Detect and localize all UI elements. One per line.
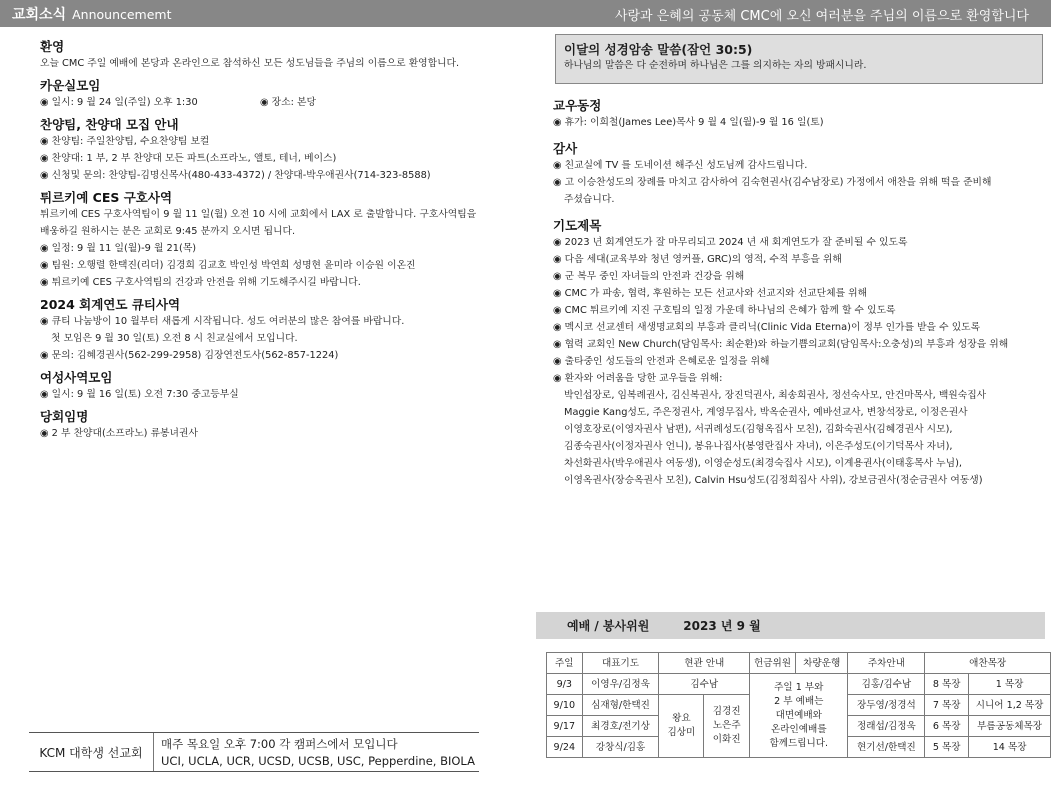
thanks-line: ◉ 친교실에 TV 를 도네이션 해주신 성도님께 감사드립니다.	[553, 160, 808, 171]
turkey-line: ◉ 일정: 9 월 11 일(월)-9 월 21(목)	[40, 243, 197, 254]
table-header-cell: 주일	[547, 653, 583, 674]
turkey-line: 튀르키예 CES 구호사역팀이 9 월 11 일(월) 오전 10 시에 교회에서 LAX 로 출발합니다. 구호사역팀을	[40, 209, 477, 220]
thanks-line: 주셨습니다.	[564, 194, 615, 205]
table-header-cell: 주차안내	[848, 653, 925, 674]
table-cell: 6 목장	[925, 716, 969, 737]
notice-line: 2 부 예배는	[774, 695, 824, 707]
welcome-text: 오늘 CMC 주일 예배에 본당과 온라인으로 참석하신 모든 성도님들을 주님의 이름으로 환영합니다.	[40, 58, 460, 69]
prayer-names: 이영호장로(이영자권사 남편), 서귀례성도(김형옥집사 모친), 김화숙권사(김혜경권사 시모),	[564, 424, 953, 435]
table-cell: 9/10	[547, 695, 583, 716]
notice-line: 주일 1 부와	[774, 681, 824, 693]
kcm-label: KCM 대학생 선교회	[29, 733, 154, 771]
table-cell: 14 목장	[969, 737, 1051, 758]
prayer-title: 기도제목	[553, 218, 602, 233]
turkey-line: ◉ 튀르키예 CES 구호사역팀의 건강과 안전을 위해 기도해주시길 바랍니다.	[40, 277, 361, 288]
table-cell: 심재형/한택진	[582, 695, 659, 716]
table-header-cell: 현관 안내	[659, 653, 750, 674]
table-cell: 정래섭/김정욱	[848, 716, 925, 737]
prayer-names: 박인섭장로, 임복례권사, 김신복권사, 장진덕권사, 최송희권사, 정선숙사모, 안건마목사, 백원숙집사	[564, 390, 987, 401]
kairos-row	[40, 94, 510, 111]
choir-title: 찬양팀, 찬양대 모집 안내	[40, 117, 179, 132]
table-header-cell: 차량운행	[795, 653, 848, 674]
usher-name: 김경진	[712, 706, 741, 717]
header-bar	[0, 0, 1051, 27]
schedule-header	[536, 612, 1045, 639]
prayer-item: ◉ 환자와 어려움을 당한 교우들을 위해:	[553, 373, 723, 384]
prayer-item: ◉ 멕시코 선교센터 새생명교회의 부흥과 클리닉(Clinic Vida Eterna)이 정부 인가를 받을 수 있도록	[553, 322, 981, 333]
schedule-title: 예배 / 봉사위원	[567, 619, 650, 633]
table-cell: 시니어 1,2 목장	[969, 695, 1051, 716]
table-header-row	[547, 653, 1051, 674]
table-cell: 장두영/정경석	[848, 695, 925, 716]
notice-line: 온라인예배를	[770, 723, 827, 735]
table-cell: 5 목장	[925, 737, 969, 758]
header-title	[12, 4, 172, 24]
choir-line: ◉ 신청및 문의: 찬양팀-김명신목사(480-433-4372) / 찬양대-박우애권사(714-323-8588)	[40, 170, 431, 181]
prayer-item: ◉ CMC 가 파송, 협력, 후원하는 모든 선교사와 선교지와 선교단체를 위해	[553, 288, 868, 299]
usher-name: 이화진	[712, 734, 741, 745]
kcm-box	[29, 732, 479, 772]
thanks-title: 감사	[553, 141, 578, 156]
kcm-campuses: UCI, UCLA, UCR, UCSD, UCSB, USC, Pepperdine, BIOLA	[161, 754, 475, 768]
header-tagline: 사랑과 은혜의 공동체 CMC에 오신 여러분을 주님의 이름으로 환영합니다	[614, 9, 1029, 24]
usher-name: 왕요	[672, 713, 691, 724]
kairos-place: ◉ 장소: 본당	[260, 97, 316, 108]
verse-title: 이달의 성경암송 말씀(잠언 30:5)	[564, 42, 753, 57]
appoint-title: 당회임명	[40, 409, 89, 424]
schedule-table	[546, 652, 1051, 758]
prayer-names: 김종숙권사(이정자권사 언니), 봉유나집사(봉영란집사 자녀), 이은주성도(이기덕목사 자녀),	[564, 441, 953, 452]
table-cell: 8 목장	[925, 674, 969, 695]
prayer-names: Maggie Kang성도, 주은정권사, 계영무집사, 박옥순권사, 예바선교사, 변창석장로, 이정은권사	[564, 407, 968, 418]
usher-cell-b	[704, 695, 750, 758]
table-cell: 9/17	[547, 716, 583, 737]
table-cell: 9/24	[547, 737, 583, 758]
header-title-ko: 교회소식	[12, 7, 67, 23]
table-cell: 이영우/김정욱	[582, 674, 659, 695]
prayer-item: ◉ 2023 년 회계연도가 잘 마무리되고 2024 년 새 회계연도가 잘 준비될 수 있도록	[553, 237, 908, 248]
prayer-item: ◉ 군 복무 중인 자녀들의 안전과 건강을 위해	[553, 271, 745, 282]
notice-line: 대면예배와	[775, 709, 822, 721]
table-cell: 9/3	[547, 674, 583, 695]
table-cell: 부름공동체목장	[969, 716, 1051, 737]
table-cell: 현기선/한택진	[848, 737, 925, 758]
usher-name: 김상미	[667, 727, 696, 738]
kairos-title: 카운실모임	[40, 78, 101, 93]
women-title: 여성사역모임	[40, 370, 113, 385]
prayer-names: 차선화권사(박우애권사 여동생), 이영순성도(최경숙집사 시모), 이계용권사(이태홍목사 누님),	[564, 458, 963, 469]
table-header-cell: 대표기도	[582, 653, 659, 674]
prayer-names: 이영옥권사(장승옥권사 모친), Calvin Hsu성도(김정희집사 사위), 강보금권사(정순금권사 여동생)	[564, 475, 983, 486]
left-column	[40, 38, 510, 442]
verse-text: 하나님의 말씀은 다 순전하며 하나님은 그를 의지하는 자의 방패시니라.	[564, 60, 867, 71]
service-notice-cell	[750, 674, 848, 758]
qt-line: 첫 모임은 9 월 30 일(토) 오전 8 시 친교실에서 모입니다.	[51, 333, 298, 344]
header-title-en: Announcememt	[72, 7, 172, 22]
table-cell: 강창식/김홍	[582, 737, 659, 758]
table-cell: 7 목장	[925, 695, 969, 716]
prayer-item: ◉ 다음 세대(교육부와 청년 영커플, GRC)의 영적, 수적 부흥을 위해	[553, 254, 842, 265]
prayer-item: ◉ 협력 교회인 New Church(담임목사: 최순환)와 하늘기쁨의교회(담임목사:오충성)의 부흥과 성장을 위해	[553, 339, 1009, 350]
schedule-month: 2023 년 9 월	[683, 619, 761, 633]
pastor-text: ◉ 휴가: 이희철(James Lee)목사 9 월 4 일(월)-9 월 16 일(토)	[553, 117, 824, 128]
kcm-info	[154, 733, 479, 771]
turkey-line: 배웅하길 원하시는 분은 교회로 9:45 분까지 오시면 됩니다.	[40, 226, 296, 237]
table-header-cell: 애찬목장	[925, 653, 1051, 674]
women-text: ◉ 일시: 9 월 16 일(토) 오전 7:30 중고등부실	[40, 389, 239, 400]
kcm-schedule: 매주 목요일 오후 7:00 각 캠퍼스에서 모입니다	[161, 737, 398, 751]
prayer-item: ◉ 출타중인 성도들의 안전과 은혜로운 일정을 위해	[553, 356, 770, 367]
appoint-text: ◉ 2 부 찬양대(소프라노) 류봉녀권사	[40, 428, 198, 439]
qt-line: ◉ 문의: 김혜경권사(562-299-2958) 김장연전도사(562-857-1224)	[40, 350, 339, 361]
thanks-line: ◉ 고 이승찬성도의 장례를 마치고 감사하여 김숙현권사(김수남장로) 가정에서 애찬을 위해 떡을 준비해	[553, 177, 992, 188]
right-column	[553, 34, 1048, 489]
notice-line: 함께드립니다.	[769, 737, 829, 749]
turkey-line: ◉ 팀원: 오행렬 한택진(리더) 김경희 김교호 박인성 박연희 성명현 윤미라 이승원 이온진	[40, 260, 416, 271]
table-row	[547, 674, 1051, 695]
kairos-date: ◉ 일시: 9 월 24 일(주일) 오후 1:30	[40, 97, 198, 108]
usher-name: 노은주	[712, 720, 741, 731]
welcome-title: 환영	[40, 39, 65, 54]
table-cell: 1 목장	[969, 674, 1051, 695]
table-cell: 김수남	[659, 674, 750, 695]
table-cell: 김홍/김수남	[848, 674, 925, 695]
choir-line: ◉ 찬양팀: 주일찬양팀, 수요찬양팀 보컬	[40, 136, 210, 147]
prayer-item: ◉ CMC 튀르키예 지진 구호팀의 일정 가운데 하나님의 은혜가 함께 할 수 있도록	[553, 305, 896, 316]
turkey-title: 튀르키예 CES 구호사역	[40, 190, 173, 205]
usher-cell-a	[659, 695, 704, 758]
qt-title: 2024 회계연도 큐티사역	[40, 297, 181, 312]
table-header-cell: 헌금위원	[750, 653, 796, 674]
choir-line: ◉ 찬양대: 1 부, 2 부 찬양대 모든 파트(소프라노, 앨토, 테너, 베이스)	[40, 153, 337, 164]
table-cell: 최경호/전기상	[582, 716, 659, 737]
verse-box	[555, 34, 1043, 84]
qt-line: ◉ 큐티 나눔방이 10 월부터 새롭게 시작됩니다. 성도 여러분의 많은 참여를 바랍니다.	[40, 316, 405, 327]
pastor-title: 교우동정	[553, 98, 602, 113]
